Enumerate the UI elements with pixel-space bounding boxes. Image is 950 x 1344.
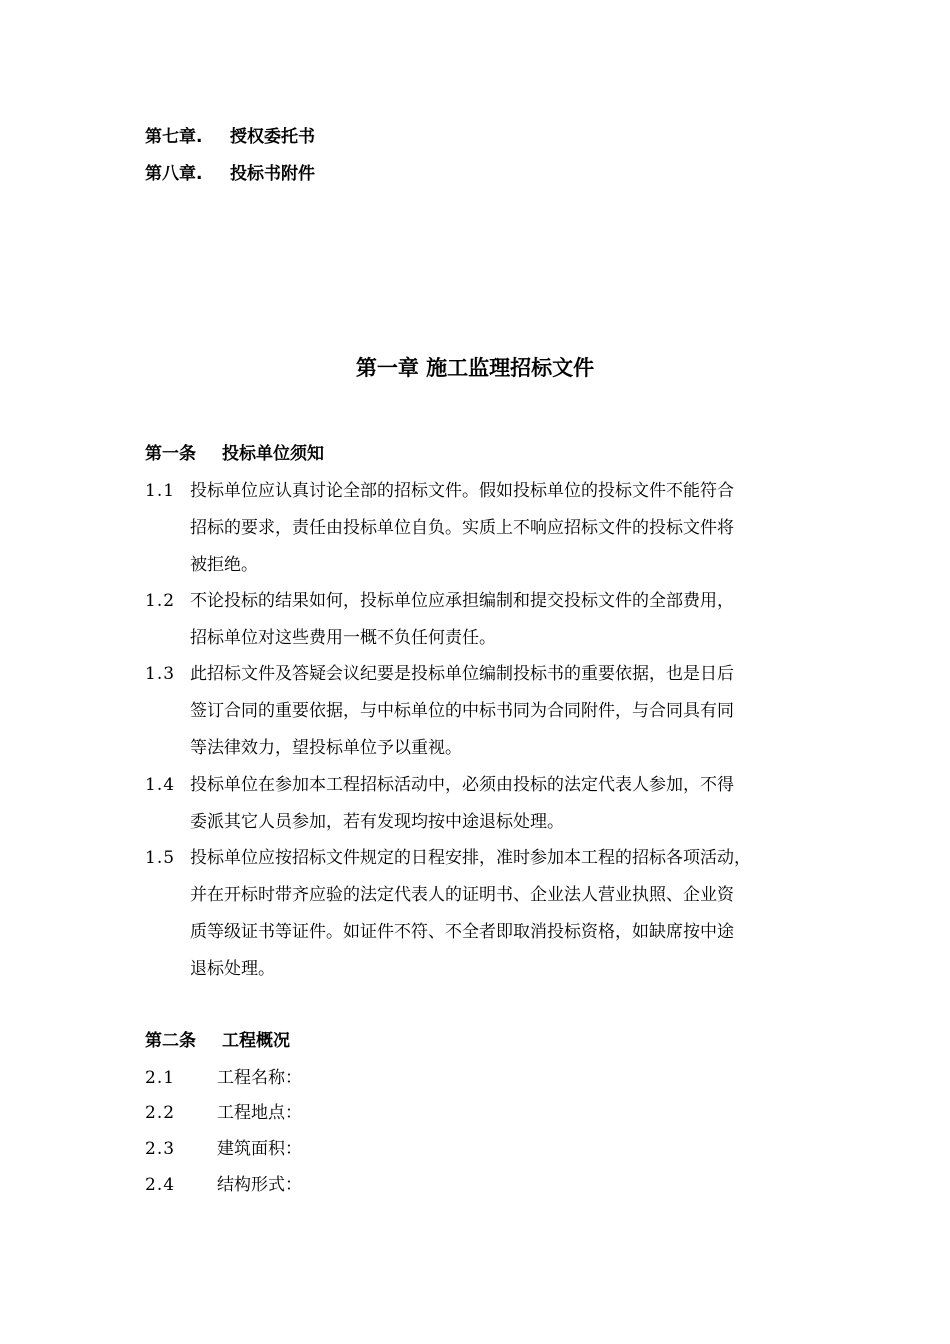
item-number: 2.2	[145, 1103, 176, 1123]
item-number: 2.4	[145, 1175, 176, 1195]
item-text: 结构形式：	[217, 1175, 302, 1195]
clause-line: 投标单位应认真讨论全部的招标文件。假如投标单位的投标文件不能符合	[190, 481, 734, 501]
toc-entry-title: 投标书附件	[230, 164, 315, 184]
item-text: 工程名称：	[217, 1068, 302, 1088]
clause-line: 不论投标的结果如何，投标单位应承担编制和提交投标文件的全部费用，	[190, 591, 734, 611]
clause-line: 等法律效力，望投标单位予以重视。	[190, 738, 462, 758]
clause-line: 被拒绝。	[190, 555, 258, 575]
clause-line: 此招标文件及答疑会议纪要是投标单位编制投标书的重要依据，也是日后	[190, 664, 734, 684]
item-text: 工程地点：	[217, 1103, 302, 1123]
clause-number: 1.5	[145, 848, 176, 868]
item-number: 2.1	[145, 1068, 176, 1088]
clause-number: 1.3	[145, 664, 176, 684]
clause-line: 退标处理。	[190, 959, 275, 979]
article-title: 工程概况	[222, 1031, 290, 1051]
clause-text	[190, 775, 830, 849]
clause-line: 投标单位应按招标文件规定的日程安排，准时参加本工程的招标各项活动，	[190, 848, 751, 868]
toc-entry-title: 授权委托书	[230, 127, 315, 147]
toc-entry-label: 第八章.	[145, 164, 203, 184]
clause-line: 签订合同的重要依据，与中标单位的中标书同为合同附件，与合同具有同	[190, 701, 734, 721]
article-title: 投标单位须知	[222, 444, 324, 464]
clause-line: 招标单位对这些费用一概不负任何责任。	[190, 628, 496, 648]
clause-line: 委派其它人员参加，若有发现均按中途退标处理。	[190, 812, 564, 832]
clause-text	[190, 664, 830, 775]
item-number: 2.3	[145, 1139, 176, 1159]
toc-entry-label: 第七章.	[145, 127, 203, 147]
clause-line: 招标的要求，责任由投标单位自负。实质上不响应招标文件的投标文件将	[190, 518, 734, 538]
clause-number: 1.1	[145, 481, 176, 501]
clause-text	[190, 848, 830, 996]
clause-line: 投标单位在参加本工程招标活动中，必须由投标的法定代表人参加，不得	[190, 775, 734, 795]
article-label: 第二条	[145, 1031, 196, 1051]
article-label: 第一条	[145, 444, 196, 464]
clause-line: 质等级证书等证件。如证件不符、不全者即取消投标资格，如缺席按中途	[190, 922, 734, 942]
clause-line: 并在开标时带齐应验的法定代表人的证明书、企业法人营业执照、企业资	[190, 885, 734, 905]
clause-text	[190, 591, 830, 665]
clause-number: 1.2	[145, 591, 176, 611]
clause-text	[190, 481, 830, 592]
clause-number: 1.4	[145, 775, 176, 795]
item-text: 建筑面积：	[217, 1139, 302, 1159]
chapter-title: 第一章 施工监理招标文件	[355, 356, 595, 380]
